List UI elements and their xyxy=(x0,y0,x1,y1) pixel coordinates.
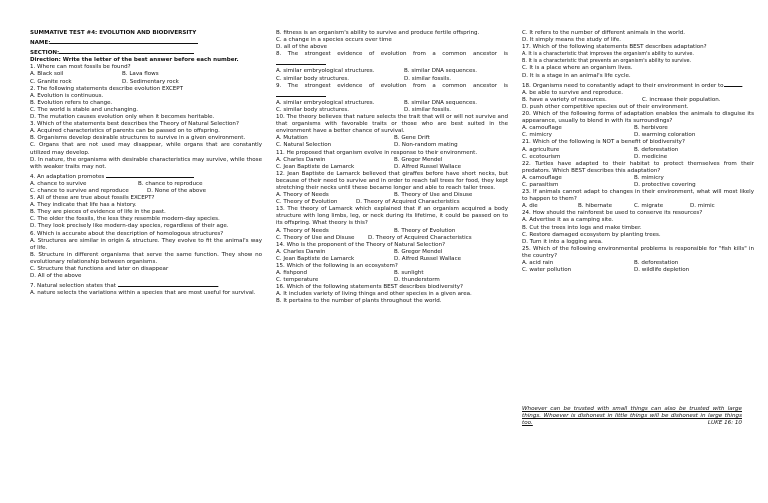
choice: A. Structures are similar in origin & structure. They evolve to fit the animal's way of life. xyxy=(30,237,262,251)
answer-blank xyxy=(276,58,326,65)
choices-row: C. similar body structures. D. similar fossils. xyxy=(276,75,452,82)
name-blank xyxy=(50,37,198,44)
quote-reference: LUKE 16: 10 xyxy=(707,420,742,427)
choice: A. be able to survive and reproduce. xyxy=(522,89,623,96)
choices-row: A. agriculture B. deforestation xyxy=(522,146,679,153)
choices-row: C. Natural Selection D. Non-random mating xyxy=(276,142,458,149)
choices-row: C. mimicry D. warming coloration xyxy=(522,132,696,139)
choice: A. They indicate that life has a history. xyxy=(30,202,137,209)
question-2: 2. The following statements describe evolution EXCEPT xyxy=(30,85,183,92)
choice: A. Acquired characteristics of parents can be passed on to offspring. xyxy=(30,128,220,135)
choice: A. nature selects the variations within a species that are most useful for survival. xyxy=(30,290,256,297)
question-21: 21. Which of the following is NOT a benefit of biodiversity? xyxy=(522,139,685,146)
choices-row: C. chance to survive and reproduce D. None of the above xyxy=(30,187,207,194)
choices-row: A. camouflage B. mimicry xyxy=(522,174,664,181)
question-8: 8. The strongest evidence of evolution from a common ancestor is xyxy=(276,51,508,68)
choice: B. fitness is an organism's ability to survive and produce fertile offspring. xyxy=(276,30,480,36)
directions: Direction: Write the letter of the best answer before each number. xyxy=(30,57,239,64)
test-title: SUMMATIVE TEST #4: EVOLUTION AND BIODIVERSITY xyxy=(30,30,197,36)
choices-row: A. similar embryological structures. B. similar DNA sequences. xyxy=(276,68,478,75)
question-22: 22. Turtles have adapted to their habitat to protect themselves from their predators. Which BEST describes this adaptation? xyxy=(522,160,754,174)
bible-quote xyxy=(522,406,742,428)
choices-row: A. similar embryological structures. B. similar DNA sequences. xyxy=(276,99,478,106)
quote-text: Whoever can be trusted with small things can also be trusted with large things. Whoever is dishonest in little things will be dishonest in large things too. xyxy=(522,406,742,427)
choices-row: C. parasitism D. protective covering xyxy=(522,181,696,188)
question-1: 1. Where can most fossils be found? xyxy=(30,64,131,71)
question-11: 11. He proposed that organism evolve in response to their environment. xyxy=(276,149,478,156)
choice: D. It simply means the study of life. xyxy=(522,37,622,44)
choice: B. Cut the trees into logs and make timber. xyxy=(522,224,642,231)
name-line: NAME: xyxy=(30,37,262,47)
choice: B. It pertains to the number of plants throughout the world. xyxy=(276,298,442,305)
question-12: 12. Jean Baptiste de Lamarck believed that giraffes before have short necks, but because of their need to survive and in order to reach tall trees for food, they kept stretching their necks until these became longer and able to reach taller trees. xyxy=(276,170,508,191)
choice: D. In nature, the organisms with desirable characteristics may survive, while those with weaker traits may not. xyxy=(30,156,262,170)
choice: C. a change in a species occurs over time xyxy=(276,37,392,44)
question-14: 14. Who is the proponent of the Theory of Natural Selection? xyxy=(276,241,446,248)
question-20: 20. Which of the following forms of adaptation enables the animals to disguise its appearance, usually to blend in with its surroundings? xyxy=(522,111,754,125)
question-10: 10. The theory believes that nature selects the trait that will or will not survive and that organisms with favorable traits or those who are best suited in the environment have a better chance of survival. xyxy=(276,114,508,135)
choices-row: C. Jean Baptiste de Lamarck D. Alfred Russel Wallace xyxy=(276,255,462,262)
choice: B. Organisms develop desirable structures to survive in a given environment. xyxy=(30,135,246,142)
choices-row: C. Granite rock D. Sedimentary rock xyxy=(30,78,179,85)
choice: A. It is a characteristic that improves the organism's ability to survive. xyxy=(522,51,694,58)
question-5: 5. All of these are true about fossils EXCEPT? xyxy=(30,195,155,202)
choices-row: C. ecotourism D. medicine xyxy=(522,153,668,160)
choice: B. Structure in different organisms that serve the same function. They show no evolutionary relationship between organisms. xyxy=(30,251,262,265)
choice: D. All of the above xyxy=(30,273,82,280)
choice: D. push other competitive species out of their environment. xyxy=(522,103,689,110)
choices-row: A. fishpond B. sunlight xyxy=(276,270,424,277)
section-blank xyxy=(59,47,194,54)
choice: C. It refers to the number of different animals in the world. xyxy=(522,30,686,36)
choices-row: B. have a variety of resources. C. increase their population. xyxy=(522,96,721,103)
question-25: 25. Which of the following environmental problems is responsible for "fish kills" in the country? xyxy=(522,245,754,259)
question-24: 24. How should the rainforest be used to conserve its resources? xyxy=(522,210,703,217)
choices-row: C. similar body structures. D. similar fossils. xyxy=(276,106,452,113)
question-18: 18. Organisms need to constantly adapt to their environment in order to . xyxy=(522,80,754,90)
choices-row: C. temperature D. thunderstorm xyxy=(276,277,440,284)
choice: B. It is a characteristic that prevents an organism's ability to survive. xyxy=(522,58,692,65)
choices-row: A. acid rain B. deforestation xyxy=(522,260,679,266)
choice: D. The mutation causes evolution only when it becomes heritable. xyxy=(30,114,215,121)
choice: C. The older the fossils, the less they resemble modern-day species. xyxy=(30,216,220,223)
choice: C. It is a place where an organism lives. xyxy=(522,65,633,72)
choices-row: C. Theory of Evolution D. Theory of Acquired Characteristics xyxy=(276,199,460,206)
column-3 xyxy=(522,30,754,274)
question-9: 9. The strongest evidence of evolution from a common ancestor is xyxy=(276,83,508,100)
question-23: 23. If animals cannot adapt to changes in their environment, what will most likely to happen to them? xyxy=(522,189,754,203)
question-3: 3. Which of the statements best describes the Theory of Natural Selection? xyxy=(30,121,239,128)
question-7: 7. Natural selection states that . xyxy=(30,280,262,290)
choices-row: A. Charles Darwin B. Gregor Mendel xyxy=(276,156,443,163)
choice: D. all of the above xyxy=(276,44,328,51)
choice: A. Evolution is continuous. xyxy=(30,92,104,99)
choice: D. Turn it into a logging area. xyxy=(522,238,603,245)
question-15: 15. Which of the following is an ecosystem? xyxy=(276,263,398,269)
answer-blank xyxy=(106,171,194,178)
question-4: 4. An adaptation promotes xyxy=(30,171,262,181)
choices-row: A. Black soil B. Lava flows xyxy=(30,71,159,78)
choices-row: A. chance to survive B. chance to reproduce xyxy=(30,180,203,187)
choices-row: A. Mutation B. Gene Drift xyxy=(276,135,430,142)
choice: A. Advertise it as a camping site. xyxy=(522,217,614,224)
choices-row: C. Theory of Use and Disuse D. Theory of Acquired Characteristics xyxy=(276,234,472,241)
choices-row: A. die B. hibernate C. migrate D. mimic xyxy=(522,203,715,210)
choice: C. Organs that are not used may disappear, while organs that are constantly utilized may develop. xyxy=(30,142,262,156)
choice: B. They are pieces of evidence of life in the past. xyxy=(30,209,166,216)
question-13: 13. The theory of Lamarck which explained that if an organism acquired a body structure with long limbs, leg, or neck during its lifetime, it could be passed on to its offspring. What theory is this? xyxy=(276,206,508,227)
column-1 xyxy=(30,30,262,297)
answer-blank xyxy=(276,90,326,97)
question-17: 17. Which of the following statements BEST describes adaptation? xyxy=(522,44,707,51)
column-2 xyxy=(276,30,508,306)
choices-row: A. Theory of Needs B. Theory of Evolution xyxy=(276,227,456,234)
choice: B. Evolution refers to change. xyxy=(30,99,113,106)
choice: C. Restore damaged ecosystem by planting trees. xyxy=(522,231,661,238)
answer-blank xyxy=(724,80,742,87)
choices-row: A. Theory of Needs B. Theory of Use and Disuse xyxy=(276,192,473,199)
choices-row: C. Jean Baptiste de Lamarck D. Alfred Russel Wallace xyxy=(276,163,462,170)
choice: A. It includes variety of living things and other species in a given area. xyxy=(276,291,472,298)
answer-blank xyxy=(118,280,218,287)
section-line: SECTION: xyxy=(30,47,262,57)
choices-row: A. camouflage B. herbivore xyxy=(522,125,668,132)
choices-row: C. water pollution D. wildlife depletion xyxy=(522,267,690,274)
choice: C. Structure that functions and later on disappear xyxy=(30,266,169,272)
choice: C. The world is stable and unchanging. xyxy=(30,106,138,113)
choice: D. It is a stage in an animal's life cycle. xyxy=(522,72,631,79)
choice: D. They look precisely like modern-day species, regardless of their age. xyxy=(30,223,229,230)
question-16: 16. Which of the following statements BEST describes biodiversity? xyxy=(276,284,463,291)
choices-row: A. Charles Darwin B. Gregor Mendel xyxy=(276,248,443,255)
question-6: 6. Which is accurate about the description of homologous structures? xyxy=(30,230,224,237)
